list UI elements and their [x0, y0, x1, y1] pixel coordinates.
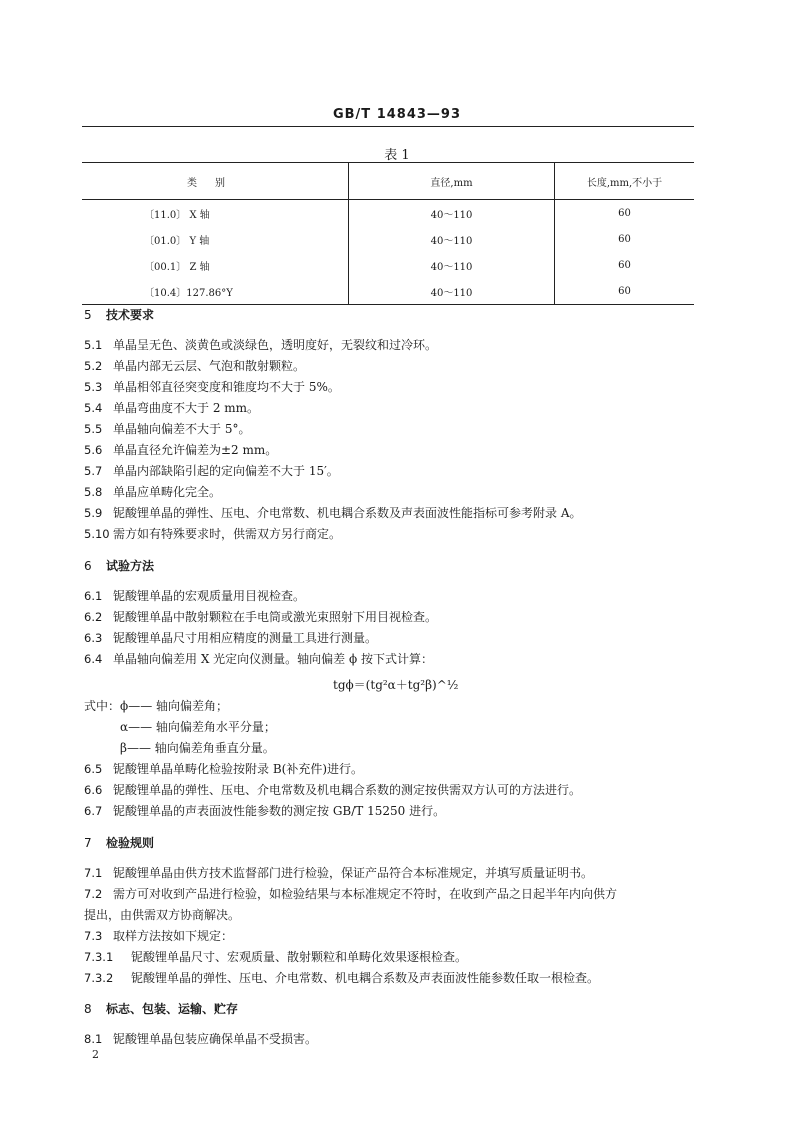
- clause-5-1: [84, 336, 437, 353]
- clause-number: 5.6: [84, 443, 103, 457]
- clause-number: 5.4: [84, 401, 103, 415]
- formula-legend-phi: [84, 697, 228, 714]
- table-caption: 表 1: [384, 148, 410, 163]
- axial-deviation-formula: tgϕ＝(tg²α＋tg²β)^½: [333, 678, 459, 692]
- clause-number: 6.7: [84, 804, 103, 818]
- clause-6-2: [84, 608, 437, 625]
- section-number: 6: [84, 559, 92, 573]
- clause-text: 铌酸锂单晶的弹性、压电、介电常数、机电耦合系数及声表面波性能参数任取一根检查。: [131, 971, 600, 985]
- section-number: 5: [84, 308, 92, 322]
- clause-7-3-1: [84, 948, 467, 965]
- clause-number: 6.4: [84, 652, 103, 666]
- cell-length: 60: [555, 252, 695, 278]
- clause-number: 6.5: [84, 762, 103, 776]
- clause-8-1: [84, 1030, 317, 1047]
- clause-number: 6.2: [84, 610, 103, 624]
- col-header-diameter: 直径,mm: [349, 163, 555, 200]
- section-number: 7: [84, 836, 92, 850]
- clause-text: 单晶相邻直径突变度和锥度均不大于 5%。: [113, 380, 340, 394]
- clause-text: 单晶直径允许偏差为±2 mm。: [113, 443, 278, 457]
- clause-text: 铌酸锂单晶的弹性、压电、介电常数及机电耦合系数的测定按供需双方认可的方法进行。: [113, 783, 582, 797]
- cell-diameter: 40～110: [349, 226, 555, 252]
- clause-6-6: [84, 781, 581, 798]
- clause-6-4: [84, 650, 433, 667]
- clause-text: 铌酸锂单晶单畴化检验按附录 B(补充件)进行。: [113, 762, 363, 776]
- clause-text: 单晶内部缺陷引起的定向偏差不大于 15′。: [113, 464, 339, 478]
- clause-number: 6.3: [84, 631, 103, 645]
- table-row: [82, 278, 694, 305]
- section-title: 检验规则: [106, 836, 155, 850]
- clause-text: 铌酸锂单晶尺寸用相应精度的测量工具进行测量。: [113, 631, 378, 645]
- clause-number: 7.2: [84, 887, 103, 901]
- clause-text: 单晶内部无云层、气泡和散射颗粒。: [113, 359, 306, 373]
- header-rule: [82, 126, 694, 127]
- legend-prefix: 式中：: [84, 699, 121, 713]
- clause-text: 单晶轴向偏差不大于 5°。: [113, 422, 251, 436]
- clause-number: 7.1: [84, 866, 103, 880]
- clause-7-2-continued: [84, 906, 240, 923]
- clause-5-6: [84, 441, 277, 458]
- clause-number: 5.2: [84, 359, 103, 373]
- page-number: 2: [92, 1048, 99, 1061]
- section-title: 试验方法: [106, 559, 155, 573]
- formula-legend-alpha: [120, 718, 276, 735]
- clause-6-5: [84, 760, 363, 777]
- clause-5-2: [84, 357, 305, 374]
- clause-7-1: [84, 864, 593, 881]
- clause-text: 单晶轴向偏差用 X 光定向仪测量。轴向偏差 ϕ 按下式计算：: [113, 652, 433, 666]
- clause-number: 5.5: [84, 422, 103, 436]
- cell-category: 〔10.4〕127.86°Y: [82, 278, 349, 305]
- section-8-heading: [84, 1000, 238, 1017]
- col-header-category: 类别: [82, 163, 349, 200]
- cell-category: 〔11.0〕 X 轴: [144, 209, 210, 221]
- clause-text: 铌酸锂单晶的弹性、压电、介电常数、机电耦合系数及声表面波性能指标可参考附录 A。: [113, 506, 582, 520]
- clause-5-9: [84, 504, 581, 521]
- table-row: [82, 226, 694, 252]
- clause-number: 5.10: [84, 527, 110, 541]
- legend-text: α—— 轴向偏差角水平分量；: [120, 720, 276, 734]
- section-5-heading: [84, 306, 154, 323]
- cell-diameter: 40～110: [349, 200, 555, 227]
- table-row: [82, 200, 694, 227]
- clause-number: 6.1: [84, 589, 103, 603]
- clause-number: 8.1: [84, 1032, 103, 1046]
- clause-text: 需方可对收到产品进行检验，如检验结果与本标准规定不符时，在收到产品之日起半年内向供方: [113, 887, 618, 901]
- cell-diameter: 40～110: [349, 278, 555, 305]
- section-number: 8: [84, 1002, 92, 1016]
- clause-text: 需方如有特殊要求时，供需双方另行商定。: [113, 527, 342, 541]
- formula-legend-beta: [120, 739, 275, 756]
- clause-text: 铌酸锂单晶包装应确保单晶不受损害。: [113, 1032, 318, 1046]
- table-1: [82, 162, 694, 305]
- cell-diameter: 40～110: [349, 252, 555, 278]
- clause-7-3: [84, 927, 233, 944]
- clause-5-7: [84, 462, 339, 479]
- clause-text: 铌酸锂单晶由供方技术监督部门进行检验，保证产品符合本标准规定，并填写质量证明书。: [113, 866, 594, 880]
- clause-number: 5.9: [84, 506, 103, 520]
- clause-number: 6.6: [84, 783, 103, 797]
- standard-code-header: GB/T 14843—93: [332, 107, 462, 122]
- clause-6-1: [84, 587, 305, 604]
- clause-number: 5.7: [84, 464, 103, 478]
- cell-length: 60: [555, 278, 695, 305]
- clause-text: 铌酸锂单晶的宏观质量用目视检查。: [113, 589, 306, 603]
- clause-5-8: [84, 483, 221, 500]
- clause-5-5: [84, 420, 250, 437]
- section-title: 标志、包装、运输、贮存: [106, 1002, 239, 1016]
- cell-category: 〔01.0〕 Y 轴: [144, 235, 210, 247]
- clause-6-7: [84, 802, 445, 819]
- clause-number: 7.3: [84, 929, 103, 943]
- clause-5-10: [84, 525, 341, 542]
- clause-7-3-2: [84, 969, 599, 986]
- clause-text: 单晶呈无色、淡黄色或淡绿色，透明度好，无裂纹和过冷环。: [113, 338, 438, 352]
- clause-5-4: [84, 399, 259, 416]
- table-row: [82, 252, 694, 278]
- clause-text: 铌酸锂单晶尺寸、宏观质量、散射颗粒和单畴化效果逐根检查。: [131, 950, 468, 964]
- cell-length: 60: [555, 226, 695, 252]
- clause-text: 铌酸锂单晶的声表面波性能参数的测定按 GB/T 15250 进行。: [113, 804, 446, 818]
- clause-number: 5.1: [84, 338, 103, 352]
- section-title: 技术要求: [106, 308, 155, 322]
- table-header-row: [82, 163, 694, 200]
- legend-text: ϕ—— 轴向偏差角；: [120, 699, 229, 713]
- cell-category: 〔00.1〕 Z 轴: [144, 261, 210, 273]
- clause-6-3: [84, 629, 377, 646]
- cell-length: 60: [555, 200, 695, 227]
- clause-number: 5.3: [84, 380, 103, 394]
- clause-text: 提出，由供需双方协商解决。: [84, 908, 241, 922]
- clause-5-3: [84, 378, 340, 395]
- clause-text: 单晶应单畴化完全。: [113, 485, 222, 499]
- section-7-heading: [84, 834, 154, 851]
- clause-number: 7.3.2: [84, 971, 114, 985]
- clause-7-2: [84, 885, 617, 902]
- clause-text: 取样方法按如下规定：: [113, 929, 234, 943]
- legend-text: β—— 轴向偏差角垂直分量。: [120, 741, 275, 755]
- clause-text: 单晶弯曲度不大于 2 mm。: [113, 401, 260, 415]
- clause-number: 7.3.1: [84, 950, 114, 964]
- clause-text: 铌酸锂单晶中散射颗粒在手电筒或激光束照射下用目视检查。: [113, 610, 438, 624]
- col-header-length: 长度,mm,不小于: [555, 163, 695, 200]
- clause-number: 5.8: [84, 485, 103, 499]
- section-6-heading: [84, 557, 154, 574]
